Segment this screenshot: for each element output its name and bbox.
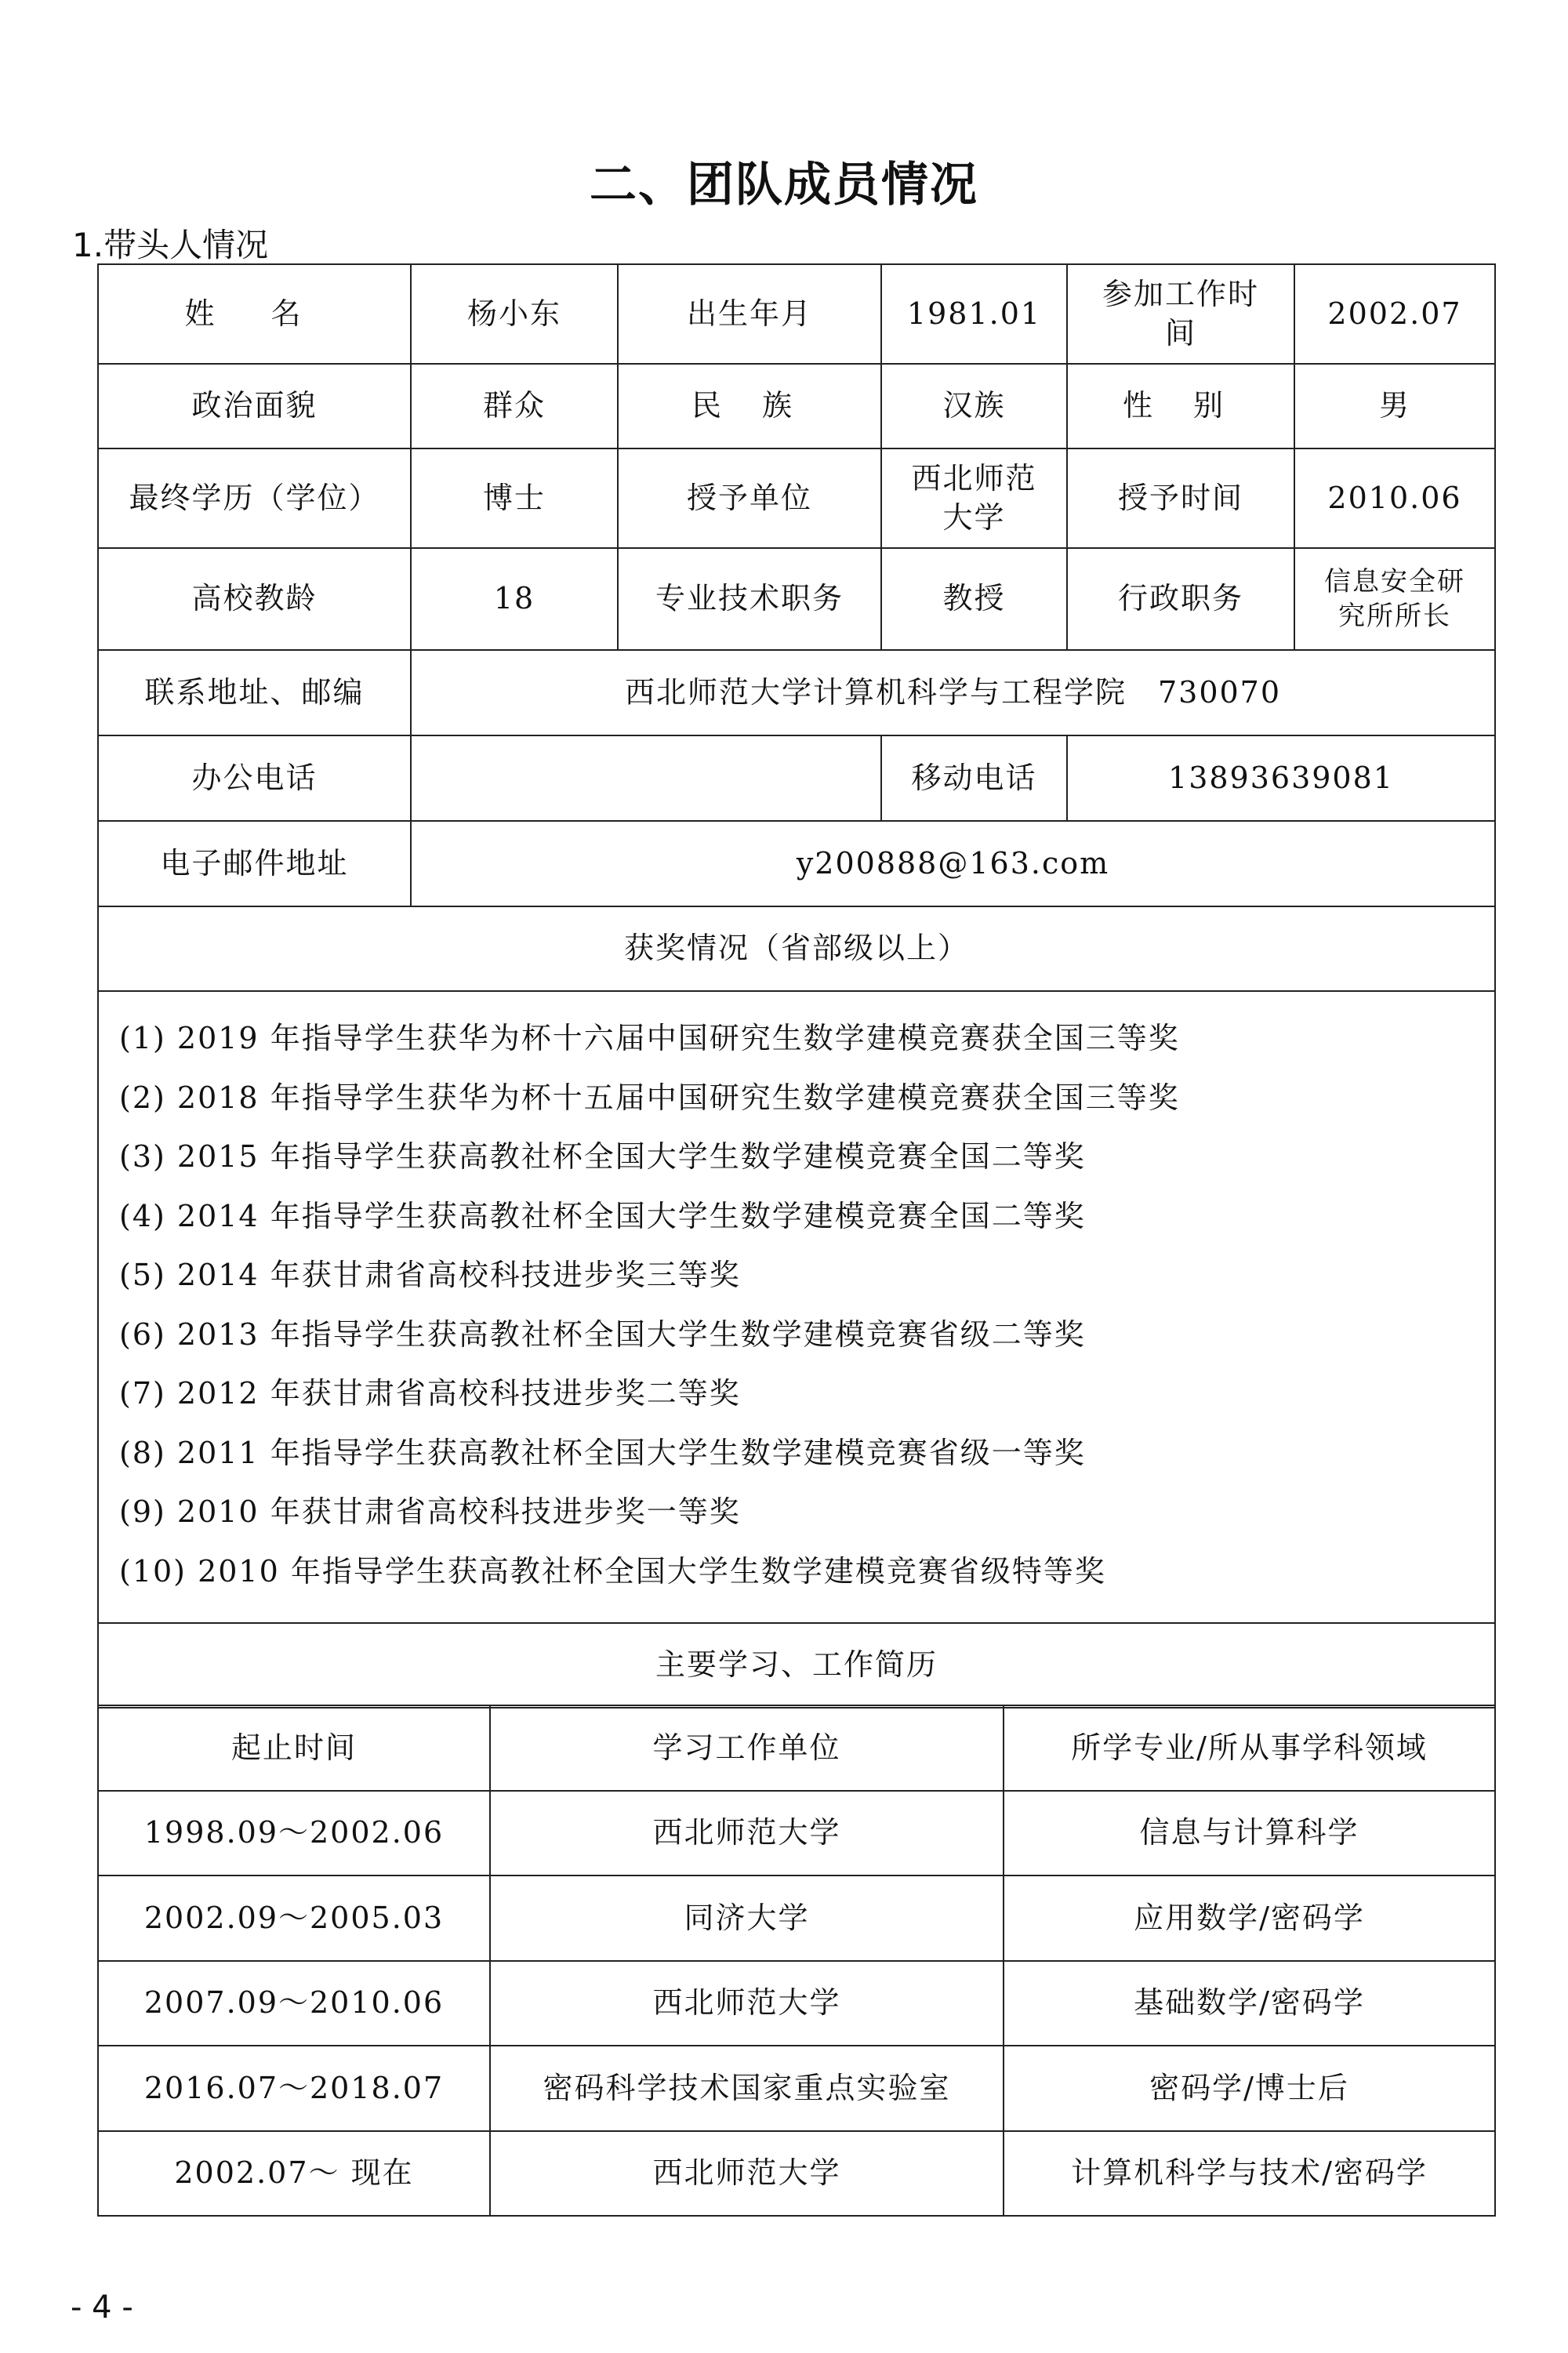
mobile-label: 移动电话 (881, 735, 1067, 821)
table-row (98, 2131, 1495, 2217)
grant-time-value: 2010.06 (1294, 448, 1495, 548)
work-start-label: 参加工作时间 (1067, 264, 1294, 364)
award-item: (10) 2010 年指导学生获高教社杯全国大学生数学建模竞赛省级特等奖 (119, 1553, 1106, 1589)
address-value: 西北师范大学计算机科学与工程学院 730070 (411, 650, 1495, 735)
resume-field: 信息与计算科学 (1004, 1791, 1495, 1876)
gender-value: 男 (1294, 364, 1495, 448)
grantor-label: 授予单位 (618, 448, 881, 548)
awards-list (98, 991, 1495, 1623)
resume-period: 2007.09～2010.06 (98, 1961, 490, 2046)
political-label: 政治面貌 (98, 364, 411, 448)
resume-col-period: 起止时间 (98, 1705, 490, 1791)
grantor-value: 西北师范大学 (881, 448, 1067, 548)
email-value: y200888@163.com (411, 821, 1495, 906)
resume-table (97, 1705, 1496, 2217)
resume-unit: 西北师范大学 (490, 2131, 1004, 2217)
name-value: 杨小东 (411, 264, 618, 364)
ethnic-label: 民 族 (618, 364, 881, 448)
table-row (98, 2046, 1495, 2131)
resume-period: 2002.09～2005.03 (98, 1876, 490, 1961)
prof-title-label: 专业技术职务 (618, 548, 881, 650)
degree-label: 最终学历（学位） (98, 448, 411, 548)
resume-field: 密码学/博士后 (1004, 2046, 1495, 2131)
award-item: (1) 2019 年指导学生获华为杯十六届中国研究生数学建模竞赛获全国三等奖 (119, 1021, 1180, 1055)
award-item: (2) 2018 年指导学生获华为杯十五届中国研究生数学建模竞赛获全国三等奖 (119, 1080, 1180, 1115)
prof-title-value: 教授 (881, 548, 1067, 650)
resume-period: 1998.09～2002.06 (98, 1791, 490, 1876)
page-number: - 4 - (71, 2289, 133, 2326)
resume-field: 计算机科学与技术/密码学 (1004, 2131, 1495, 2217)
table-row (98, 1791, 1495, 1876)
teaching-age-value: 18 (411, 548, 618, 650)
admin-label: 行政职务 (1067, 548, 1294, 650)
teaching-age-label: 高校教龄 (98, 548, 411, 650)
resume-field: 应用数学/密码学 (1004, 1876, 1495, 1961)
resume-unit: 密码科学技术国家重点实验室 (490, 2046, 1004, 2131)
award-item: (5) 2014 年获甘肃省高校科技进步奖三等奖 (119, 1258, 741, 1292)
name-label: 姓 名 (98, 264, 411, 364)
birth-label: 出生年月 (618, 264, 881, 364)
resume-period: 2016.07～2018.07 (98, 2046, 490, 2131)
page-title: 二、团队成员情况 (590, 158, 978, 212)
mobile-value: 13893639081 (1067, 735, 1495, 821)
political-value: 群众 (411, 364, 618, 448)
leader-info-table (97, 263, 1496, 1708)
section-heading: 1.带头人情况 (72, 226, 269, 264)
work-start-value: 2002.07 (1294, 264, 1495, 364)
degree-value: 博士 (411, 448, 618, 548)
ethnic-value: 汉族 (881, 364, 1067, 448)
resume-unit: 西北师范大学 (490, 1791, 1004, 1876)
gender-label: 性 别 (1067, 364, 1294, 448)
office-phone-label: 办公电话 (98, 735, 411, 821)
address-label: 联系地址、邮编 (98, 650, 411, 735)
resume-unit: 西北师范大学 (490, 1961, 1004, 2046)
award-item: (4) 2014 年指导学生获高教社杯全国大学生数学建模竞赛全国二等奖 (119, 1198, 1086, 1233)
resume-col-unit: 学习工作单位 (490, 1705, 1004, 1791)
award-item: (6) 2013 年指导学生获高教社杯全国大学生数学建模竞赛省级二等奖 (119, 1316, 1086, 1352)
award-item: (9) 2010 年获甘肃省高校科技进步奖一等奖 (119, 1494, 741, 1529)
resume-field: 基础数学/密码学 (1004, 1961, 1495, 2046)
resume-header: 主要学习、工作简历 (98, 1623, 1495, 1708)
email-label: 电子邮件地址 (98, 821, 411, 906)
grant-time-label: 授予时间 (1067, 448, 1294, 548)
office-phone-value (411, 735, 881, 821)
resume-unit: 同济大学 (490, 1876, 1004, 1961)
table-row (98, 1876, 1495, 1961)
birth-value: 1981.01 (881, 264, 1067, 364)
resume-period: 2002.07～ 现在 (98, 2131, 490, 2217)
table-row (98, 1961, 1495, 2046)
resume-col-field: 所学专业/所从事学科领域 (1004, 1705, 1495, 1791)
awards-header: 获奖情况（省部级以上） (98, 906, 1495, 991)
award-item: (7) 2012 年获甘肃省高校科技进步奖二等奖 (119, 1376, 741, 1411)
award-item: (3) 2015 年指导学生获高教社杯全国大学生数学建模竞赛全国二等奖 (119, 1139, 1086, 1174)
admin-value: 信息安全研究所所长 (1294, 548, 1495, 650)
award-item: (8) 2011 年指导学生获高教社杯全国大学生数学建模竞赛省级一等奖 (119, 1435, 1086, 1470)
